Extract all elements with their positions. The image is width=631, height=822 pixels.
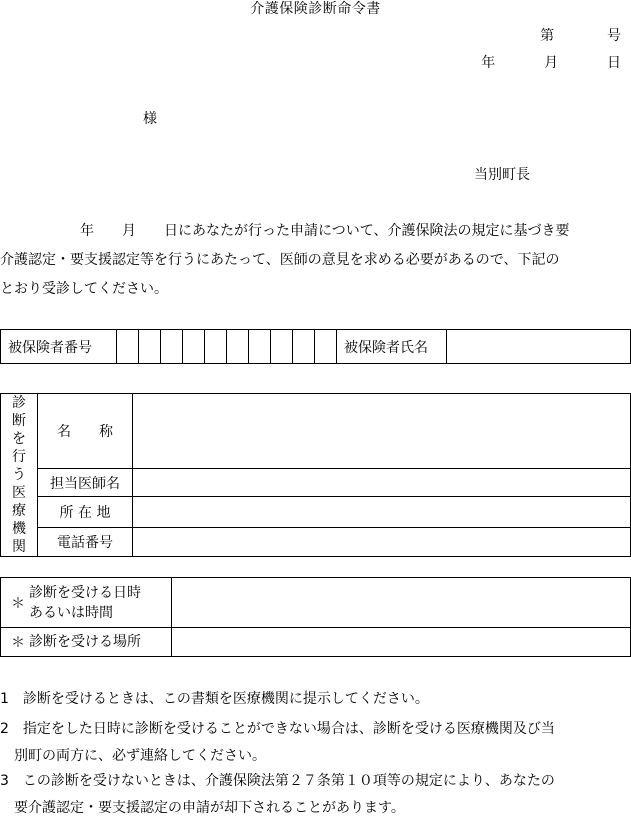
asterisk-mark: ＊ [11, 635, 25, 651]
note-2 [0, 716, 631, 770]
insured-info-table [0, 329, 631, 364]
note-line: 要介護認定・要支援認定の申請が却下されることがあります。 [0, 800, 405, 816]
side-label-char: 療 [12, 503, 26, 519]
document-title: 介護保険診断命令書 [250, 1, 381, 17]
body-line: とおり受診してください。 [0, 281, 168, 297]
side-label-char: 関 [12, 539, 26, 555]
issue-date-month: 月 [544, 55, 559, 71]
insured-number-digit-cell[interactable] [183, 330, 205, 364]
side-label-char: 行 [12, 449, 26, 465]
appointment-datetime-label [1, 578, 172, 628]
insured-number-label: 被保険者番号 [1, 330, 117, 364]
appointment-place-field[interactable] [172, 628, 631, 657]
body-line: 介護認定・要支援認定等を行うにあたって、医師の意見を求める必要があるので、下記の [0, 252, 560, 268]
insured-number-digit-cell[interactable] [271, 330, 293, 364]
side-label-char: 診 [12, 395, 26, 411]
note-line: 別町の両方に、必ず連絡してください。 [0, 748, 266, 764]
institution-name-label: 名 称 [38, 394, 133, 469]
insured-number-digit-cell[interactable] [139, 330, 161, 364]
issue-date-day: 日 [607, 55, 621, 71]
insured-name-field[interactable] [447, 330, 631, 364]
insured-number-digit-cell[interactable] [117, 330, 139, 364]
note-line: 1 診断を受けるときは、この書類を医療機関に提示してください。 [0, 691, 429, 707]
insured-number-digit-cell[interactable] [205, 330, 227, 364]
medical-institution-table [0, 393, 631, 557]
appointment-place-label-text: 診断を受ける場所 [29, 634, 141, 650]
appointment-place-label [1, 628, 172, 657]
body-paragraph [0, 217, 631, 304]
doctor-name-label: 担当医師名 [38, 469, 133, 497]
doctor-name-field[interactable] [133, 469, 631, 497]
institution-name-field[interactable] [133, 394, 631, 469]
issue-date-year: 年 [481, 55, 496, 71]
insured-number-digit-cell[interactable] [315, 330, 337, 364]
document-number [540, 29, 621, 43]
document-number-dai: 第 [540, 28, 555, 44]
note-line: 3 この診断を受けないときは、介護保険法第２７条第１０項等の規定により、あなたの [0, 773, 555, 789]
address-field[interactable] [133, 497, 631, 527]
insured-number-digit-cell[interactable] [249, 330, 271, 364]
note-3 [0, 768, 631, 822]
issuer-title: 当別町長 [474, 167, 530, 183]
side-label-char: 機 [12, 521, 26, 537]
appointment-datetime-field[interactable] [172, 578, 631, 628]
address-label: 所 在 地 [38, 497, 133, 527]
appointment-table [0, 577, 631, 657]
addressee-honorific: 様 [143, 111, 157, 127]
insured-name-label: 被保険者氏名 [337, 330, 447, 364]
asterisk-mark: ＊ [11, 595, 25, 612]
medical-institution-side-label [1, 394, 38, 557]
insured-number-digit-cell[interactable] [161, 330, 183, 364]
issue-date [481, 56, 621, 70]
insured-number-digit-cell[interactable] [293, 330, 315, 364]
appointment-datetime-label-line: 診断を受ける日時 [29, 584, 141, 601]
note-1 [0, 686, 631, 713]
side-label-char: 断 [12, 413, 26, 429]
insured-number-digit-cell[interactable] [227, 330, 249, 364]
document-number-go: 号 [607, 28, 621, 44]
note-line: 2 指定をした日時に診断を受けることができない場合は、診断を受ける医療機関及び当 [0, 721, 555, 737]
side-label-char: 医 [12, 485, 26, 501]
side-label-char: を [12, 431, 26, 447]
phone-field[interactable] [133, 527, 631, 556]
appointment-datetime-label-line: あるいは時間 [29, 604, 113, 621]
side-label-char: う [12, 467, 26, 483]
body-line: 年 月 日にあなたが行った申請について、介護保険法の規定に基づき要 [80, 223, 570, 239]
phone-label: 電話番号 [38, 527, 133, 556]
